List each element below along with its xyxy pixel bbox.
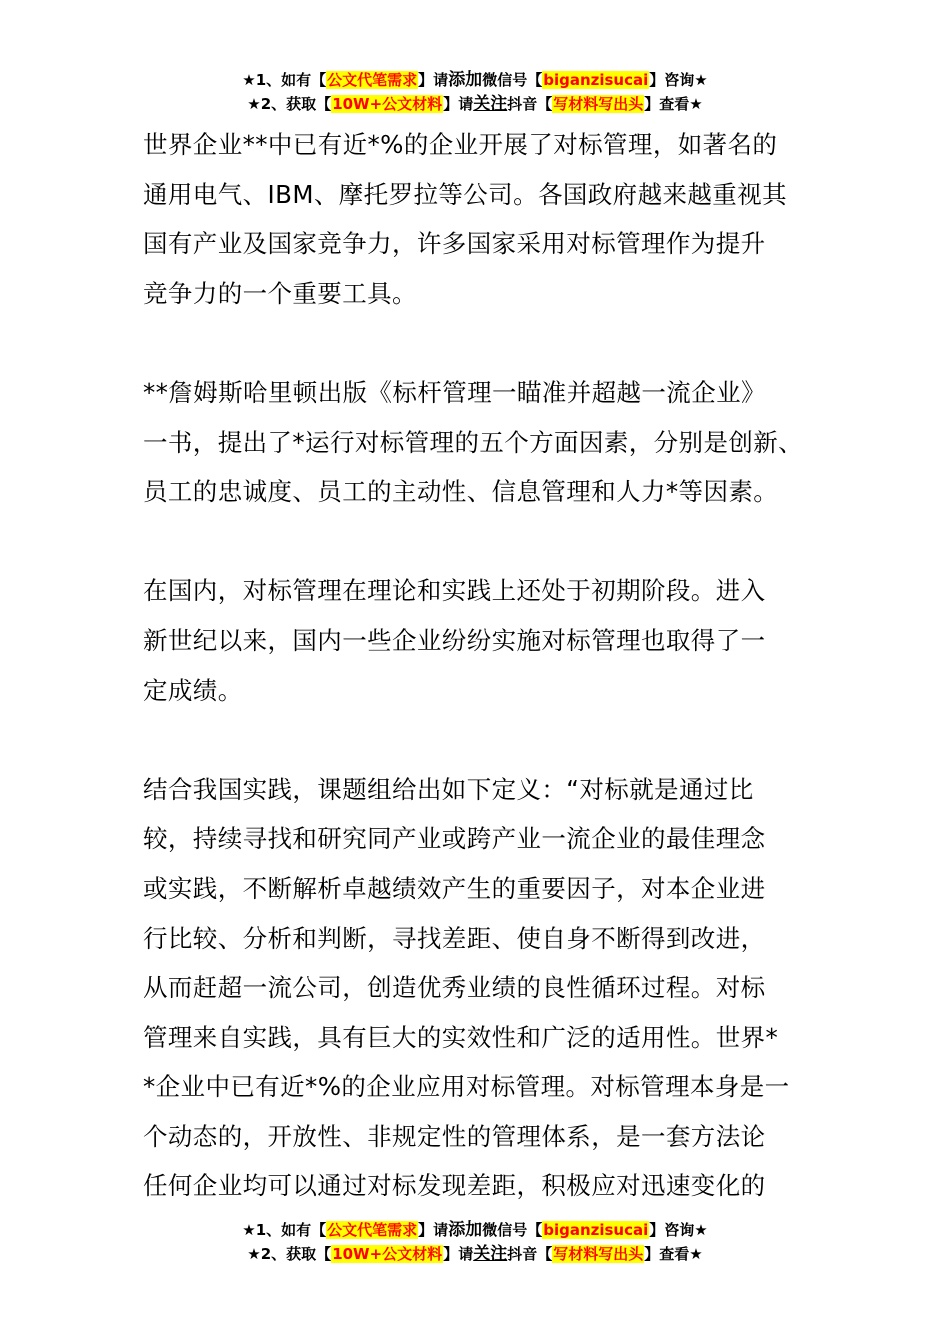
banner-text: 】查看★: [644, 95, 703, 113]
text-line: 个动态的，开放性、非规定性的管理体系，是一套方法论: [143, 1121, 766, 1151]
banner-highlight: 公文代笔需求: [327, 71, 418, 89]
footer-banner: [0, 1218, 950, 1266]
text-line: 任何企业均可以通过对标发现差距，积极应对迅速变化的: [143, 1171, 766, 1201]
banner-text: 】请: [443, 1245, 474, 1263]
banner-emphasis: 关注: [473, 94, 508, 114]
text-line: 行比较、分析和判断，寻找差距、使自身不断得到改进，: [143, 923, 766, 953]
banner-text: 】请: [418, 71, 449, 89]
banner-highlight: 10W+公文材料: [332, 1245, 443, 1263]
paragraph-2: [143, 368, 823, 517]
text-line: 从而赶超一流公司，创造优秀业绩的良性循环过程。对标: [143, 973, 766, 1003]
text-line: 或实践，不断解析卓越绩效产生的重要因子，对本企业进: [143, 873, 766, 903]
paragraph-1: [143, 120, 823, 318]
banner-text: ★2、获取【: [247, 1245, 332, 1263]
banner-text: ★1、如有【: [242, 71, 327, 89]
text-line: 定成绩。: [143, 675, 243, 705]
banner-highlight-douyin: 写材料写出头: [553, 1245, 644, 1263]
banner-line-2: [0, 92, 950, 116]
banner-text: 】请: [418, 1221, 449, 1239]
banner-highlight-douyin: 写材料写出头: [553, 95, 644, 113]
banner-highlight-wechat-id: biganzisucai: [543, 71, 649, 89]
banner-text: 微信号【: [482, 1221, 543, 1239]
banner-line-1: [0, 68, 950, 92]
document-body: [143, 120, 823, 1211]
banner-emphasis: 添加: [448, 70, 483, 90]
text-line: 结合我国实践，课题组给出如下定义：“对标就是通过比: [143, 774, 754, 804]
text-line: 一书，提出了*运行对标管理的五个方面因素，分别是创新、: [143, 427, 804, 457]
banner-emphasis: 添加: [448, 1220, 483, 1240]
banner-highlight-wechat-id: biganzisucai: [543, 1221, 649, 1239]
banner-line-1: [0, 1218, 950, 1242]
text-line: 通用电气、IBM、摩托罗拉等公司。各国政府越来越重视其: [143, 179, 787, 209]
banner-text: ★1、如有【: [242, 1221, 327, 1239]
banner-highlight: 10W+公文材料: [332, 95, 443, 113]
banner-text: ★2、获取【: [247, 95, 332, 113]
banner-text: 抖音【: [507, 1245, 553, 1263]
text-line: 世界企业**中已有近*%的企业开展了对标管理，如著名的: [143, 130, 778, 159]
banner-emphasis: 关注: [473, 1244, 508, 1264]
text-line: 在国内，对标管理在理论和实践上还处于初期阶段。进入: [143, 576, 766, 606]
header-banner: [0, 68, 950, 116]
banner-line-2: [0, 1242, 950, 1266]
banner-text: 】咨询★: [649, 71, 708, 89]
text-line: **詹姆斯哈里顿出版《标杆管理一瞄准并超越一流企业》: [143, 377, 766, 407]
banner-text: 抖音【: [507, 95, 553, 113]
banner-highlight: 公文代笔需求: [327, 1221, 418, 1239]
banner-text: 微信号【: [482, 71, 543, 89]
banner-text: 】查看★: [644, 1245, 703, 1263]
paragraph-3: [143, 566, 823, 715]
text-line: 管理来自实践，具有巨大的实效性和广泛的适用性。世界*: [143, 1022, 779, 1052]
text-line: 竞争力的一个重要工具。: [143, 278, 417, 308]
banner-text: 】请: [443, 95, 474, 113]
text-line: 新世纪以来，国内一些企业纷纷实施对标管理也取得了一: [143, 625, 766, 655]
text-line: 较，持续寻找和研究同产业或跨产业一流企业的最佳理念: [143, 824, 766, 854]
banner-text: 】咨询★: [649, 1221, 708, 1239]
text-line: 国有产业及国家竞争力，许多国家采用对标管理作为提升: [143, 229, 766, 259]
text-line: 员工的忠诚度、员工的主动性、信息管理和人力*等因素。: [143, 477, 779, 507]
paragraph-4: [143, 765, 823, 1211]
text-line: *企业中已有近*%的企业应用对标管理。对标管理本身是一: [143, 1072, 790, 1102]
